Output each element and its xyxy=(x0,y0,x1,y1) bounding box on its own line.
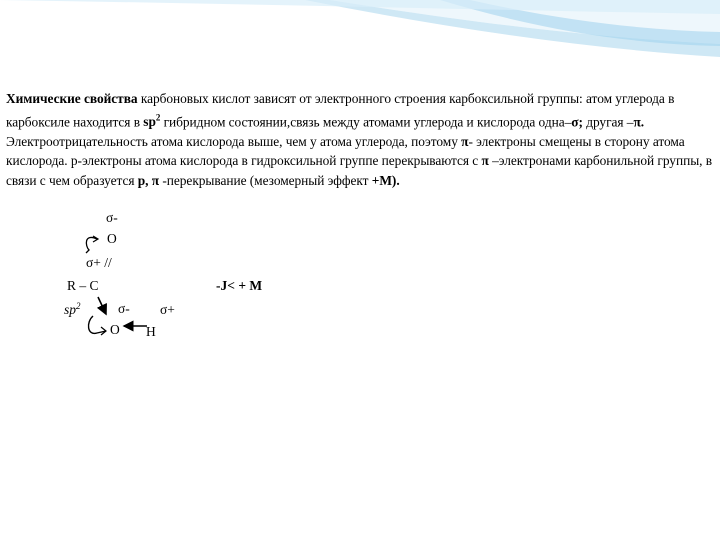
oxygen-carbonyl: O xyxy=(107,231,117,246)
mesomeric-effect-term: +M). xyxy=(371,172,400,188)
oxygen-hydroxyl: O xyxy=(110,322,120,337)
sigma-plus-double-bond: σ+ // xyxy=(86,255,112,270)
pi-carbonyl-term: π xyxy=(481,153,489,169)
sigma-bond-term: σ; xyxy=(571,114,583,130)
text-segment-2: гибридном состоянии,связь между атомами углерода и кислорода одна– xyxy=(160,114,572,130)
pi-electrons-term: π xyxy=(461,133,469,149)
r-c-group: R – C xyxy=(67,278,99,293)
text-segment-3: другая – xyxy=(582,114,634,130)
sigma-plus-hydrogen: σ+ xyxy=(160,302,175,317)
pi-bond-term: π. xyxy=(633,114,645,130)
sigma-minus-top: σ- xyxy=(106,210,118,225)
sp2-base: sp xyxy=(64,302,77,317)
shift-arrow-to-carbon-icon xyxy=(98,297,106,314)
text-segment-7: -перекрывание (мезомерный эффект xyxy=(159,172,372,188)
sp2-superscript: 2 xyxy=(76,301,81,311)
text-segment-6: –электронами карбонильной группы, в связи с чем образуется xyxy=(6,153,713,188)
text-segment-4: Электроотрицательность атома кислорода выше, чем у атома углерода, поэтому xyxy=(6,133,462,149)
sigma-minus-hydroxyl-oxygen: σ- xyxy=(118,301,130,316)
p-pi-overlap-term: p, π xyxy=(137,172,160,188)
text-segment-1: карбоновых кислот зависят от электронного строения карбоксильной группы: атом углерода в карбоксиле находится в xyxy=(6,91,675,130)
curved-arrow-top-icon xyxy=(86,237,97,253)
paragraph-title: Химические свойства xyxy=(6,91,138,106)
curved-arrow-bottom-icon xyxy=(88,316,106,333)
inductive-mesomeric-effect: -J< + M xyxy=(216,278,263,293)
hydrogen-hydroxyl: H xyxy=(146,324,156,339)
sp-superscript: 2 xyxy=(155,112,161,123)
text-segment-5: - электроны смещены в сторону атома кислорода. р-электроны атома кислорода в гидроксильной группе перекрываются с xyxy=(6,133,685,169)
sp-base: sp xyxy=(143,114,156,130)
